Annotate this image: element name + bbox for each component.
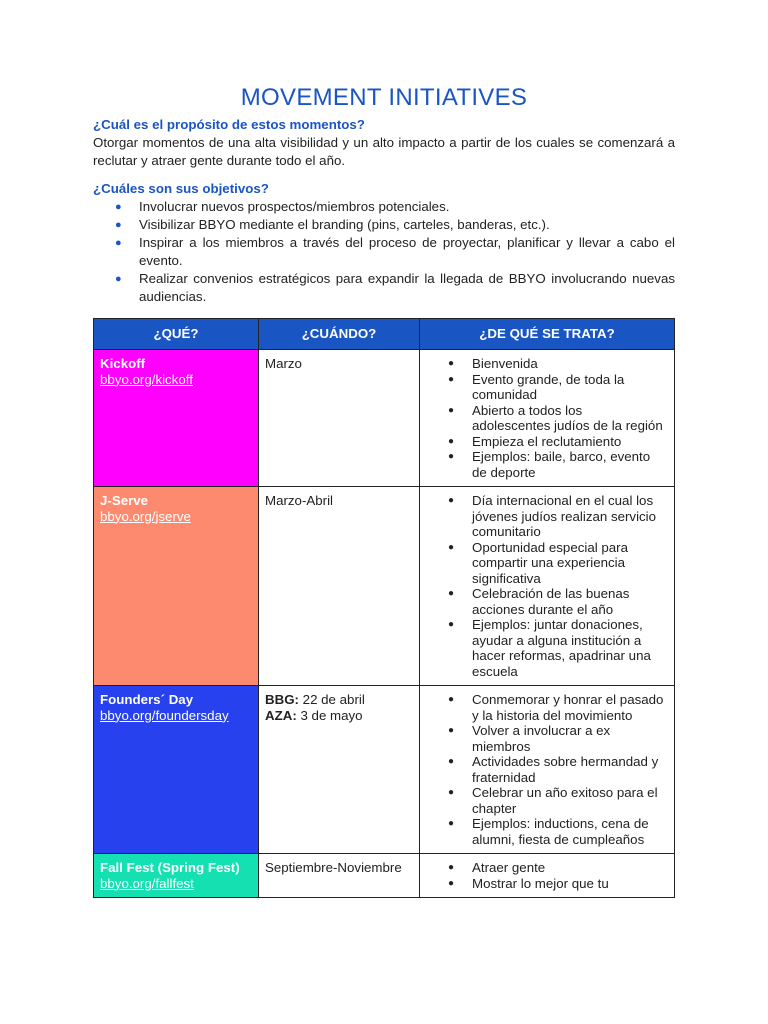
detail-item: ● Empieza el reclutamiento bbox=[448, 433, 622, 449]
purpose-question: ¿Cuál es el propósito de estos momentos? bbox=[93, 117, 365, 132]
event-name: Founders´ Day bbox=[100, 692, 194, 707]
table-header-row bbox=[94, 319, 675, 350]
table-row bbox=[94, 487, 675, 686]
event-name: Kickoff bbox=[100, 356, 146, 371]
detail-item: ● Mostrar lo mejor que tu bbox=[448, 875, 609, 891]
event-link[interactable]: bbyo.org/foundersday bbox=[100, 707, 229, 723]
table-row bbox=[94, 350, 675, 487]
bullet-icon: ● bbox=[448, 619, 455, 630]
event-link[interactable]: bbyo.org/fallfest bbox=[100, 875, 194, 891]
event-name: J-Serve bbox=[100, 493, 149, 508]
event-name: Fall Fest (Spring Fest) bbox=[100, 860, 240, 875]
detail-item: ● Actividades sobre hermandad y fraternidad bbox=[448, 754, 659, 785]
bullet-icon: ● bbox=[448, 818, 455, 829]
objectives-question: ¿Cuáles son sus objetivos? bbox=[93, 181, 269, 196]
event-cell bbox=[94, 487, 259, 686]
when-bbg: BBG: 22 de abril bbox=[265, 692, 365, 707]
bullet-icon: ● bbox=[448, 756, 455, 767]
bullet-icon: ● bbox=[448, 787, 455, 798]
detail-item: ● Evento grande, de toda la comunidad bbox=[448, 371, 625, 402]
detail-item: ● Celebración de las buenas acciones durante el año bbox=[448, 586, 630, 617]
objective-item: ● Inspirar a los miembros a través del proceso de proyectar, planificar y llevar a cabo el evento. bbox=[115, 235, 675, 268]
bullet-icon: ● bbox=[448, 358, 455, 369]
bullet-icon: ● bbox=[448, 694, 455, 705]
objective-item: ● Involucrar nuevos prospectos/miembros potenciales. bbox=[115, 199, 450, 214]
detail-item: ● Volver a involucrar a ex miembros bbox=[448, 723, 611, 754]
detail-item: ● Conmemorar y honrar el pasado y la historia del movimiento bbox=[448, 692, 664, 723]
objective-item: ● Realizar convenios estratégicos para expandir la llegada de BBYO involucrando nuevas audiencias. bbox=[115, 271, 675, 304]
bullet-icon: ● bbox=[448, 373, 455, 385]
bullet-icon: ● bbox=[448, 862, 455, 873]
bullet-icon: ● bbox=[115, 237, 122, 249]
detail-item: ● Oportunidad especial para compartir una experiencia significativa bbox=[448, 539, 628, 586]
bullet-icon: ● bbox=[448, 404, 455, 416]
bullet-icon: ● bbox=[115, 273, 122, 285]
bullet-icon: ● bbox=[448, 451, 455, 462]
event-link[interactable]: bbyo.org/kickoff bbox=[100, 371, 193, 387]
detail-item: ● Ejemplos: juntar donaciones, ayudar a alguna institución a hacer reformas, apadrinar una escuela bbox=[448, 617, 651, 679]
objective-item: ● Visibilizar BBYO mediante el branding (pins, carteles, banderas, etc.). bbox=[115, 217, 550, 232]
detail-item: ● Día internacional en el cual los jóvenes judíos realizan servicio comunitario bbox=[448, 493, 657, 539]
detail-item: ● Bienvenida bbox=[448, 356, 538, 371]
when-cell bbox=[259, 686, 420, 854]
bullet-icon: ● bbox=[115, 201, 122, 213]
bullet-icon: ● bbox=[448, 435, 455, 447]
header-about: ¿DE QUÉ SE TRATA? bbox=[420, 319, 675, 350]
event-cell bbox=[94, 854, 259, 898]
table-row bbox=[94, 686, 675, 854]
when-aza: AZA: 3 de mayo bbox=[265, 707, 363, 723]
bullet-icon: ● bbox=[448, 877, 455, 889]
details-cell bbox=[420, 854, 675, 898]
detail-item: ● Ejemplos: inductions, cena de alumni, fiesta de cumpleaños bbox=[448, 816, 649, 847]
details-cell bbox=[420, 686, 675, 854]
when-cell: Marzo-Abril bbox=[259, 487, 420, 686]
details-cell bbox=[420, 350, 675, 487]
purpose-section bbox=[93, 116, 675, 170]
bullet-icon: ● bbox=[115, 219, 122, 231]
bullet-icon: ● bbox=[448, 495, 455, 506]
objectives-section bbox=[93, 180, 675, 306]
table-row bbox=[94, 854, 675, 898]
purpose-text: Otorgar momentos de una alta visibilidad y un alto impacto a partir de los cuales se comenzará a reclutar y atraer gente durante todo el año. bbox=[93, 135, 675, 168]
bullet-icon: ● bbox=[448, 541, 455, 553]
objectives-list bbox=[93, 198, 675, 306]
event-cell bbox=[94, 350, 259, 487]
header-what: ¿QUÉ? bbox=[94, 319, 259, 350]
detail-item: ● Abierto a todos los adolescentes judíos de la región bbox=[448, 402, 663, 433]
event-link[interactable]: bbyo.org/jserve bbox=[100, 508, 191, 524]
details-cell bbox=[420, 487, 675, 686]
when-cell: Marzo bbox=[259, 350, 420, 487]
bullet-icon: ● bbox=[448, 725, 455, 736]
bullet-icon: ● bbox=[448, 588, 455, 599]
detail-item: ● Celebrar un año exitoso para el chapter bbox=[448, 785, 658, 816]
header-when: ¿CUÁNDO? bbox=[259, 319, 420, 350]
when-cell: Septiembre-Noviembre bbox=[259, 854, 420, 898]
initiatives-table bbox=[93, 318, 675, 898]
detail-item: ● Atraer gente bbox=[448, 860, 546, 875]
page-title: MOVEMENT INITIATIVES bbox=[240, 84, 528, 111]
detail-item: ● Ejemplos: baile, barco, evento de deporte bbox=[448, 449, 651, 480]
event-cell bbox=[94, 686, 259, 854]
